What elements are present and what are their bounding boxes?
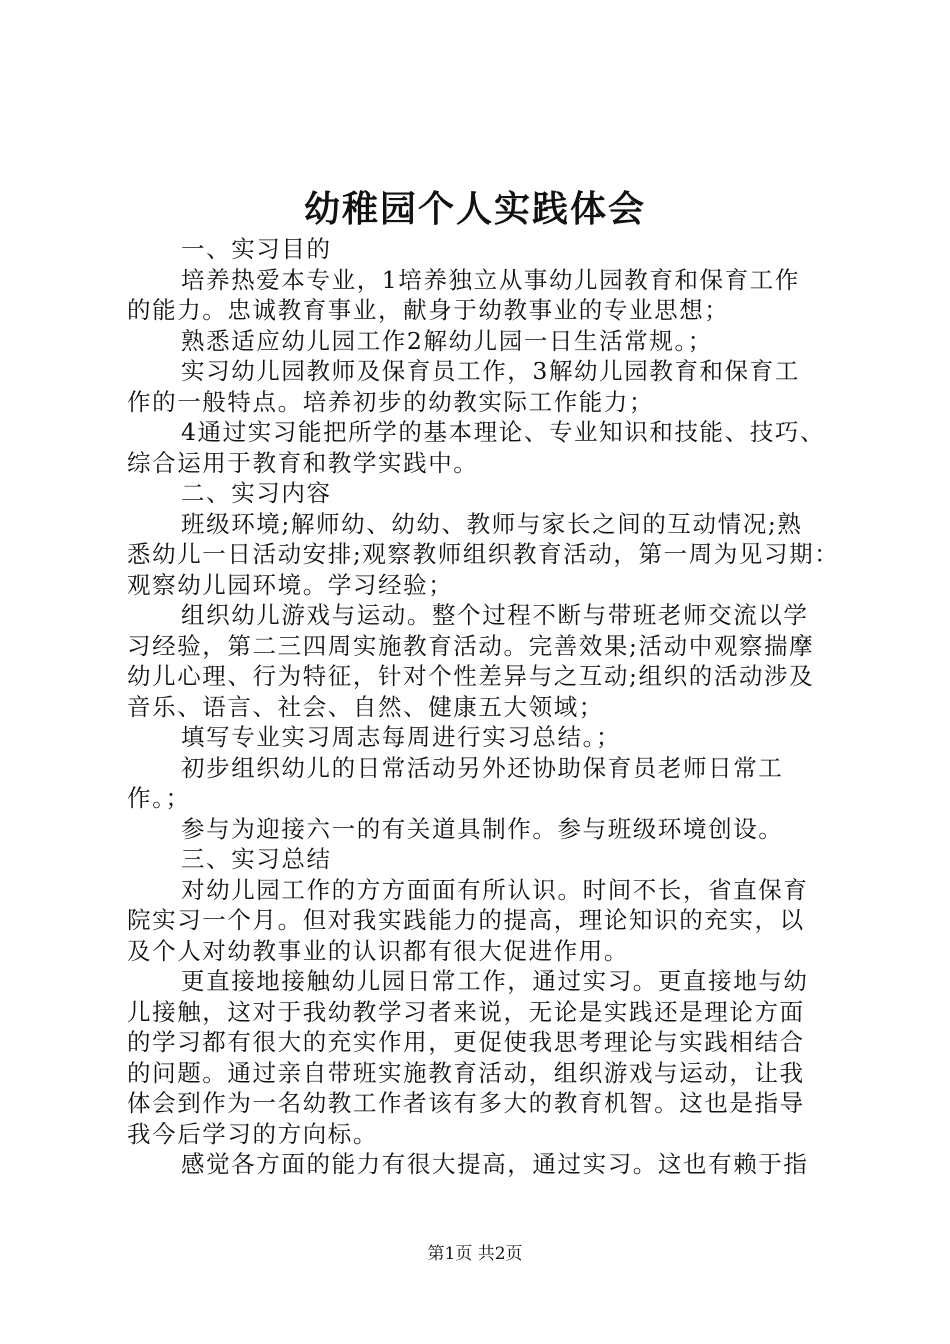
body-line: 悉幼儿一日活动安排;观察教师组织教育活动，第一周为见习期： bbox=[127, 540, 840, 568]
body-line: 熟悉适应幼儿园工作2解幼儿园一日生活常规。； bbox=[181, 326, 713, 355]
page-footer: 第1页 共2页 bbox=[427, 1244, 523, 1264]
body-line: 综合运用于教育和教学实践中。 bbox=[127, 448, 479, 477]
body-line: 院实习一个月。但对我实践能力的提高，理论知识的充实，以 bbox=[127, 906, 805, 934]
body-line: 幼儿心理、行为特征，针对个性差异与之互动;组织的活动涉及 bbox=[127, 662, 815, 690]
body-line: 的能力。忠诚教育事业，献身于幼教事业的专业思想； bbox=[127, 296, 730, 324]
body-line: 三、实习总结 bbox=[181, 845, 332, 873]
body-line: 我今后学习的方向标。 bbox=[127, 1119, 378, 1148]
document-body bbox=[127, 234, 840, 1180]
body-line: 儿接触，这对于我幼教学习者来说，无论是实践还是理论方面 bbox=[127, 997, 805, 1026]
body-line: 初步组织幼儿的日常活动另外还协助保育员老师日常工 bbox=[181, 753, 784, 782]
document-title: 幼稚园个人实践体会 bbox=[303, 188, 646, 230]
body-line: 习经验，第二三四周实施教育活动。完善效果;活动中观察揣摩 bbox=[127, 631, 815, 660]
body-line: 填写专业实习周志每周进行实习总结。； bbox=[181, 723, 622, 751]
body-line: 的问题。通过亲自带班实施教育活动，组织游戏与运动，让我 bbox=[127, 1058, 805, 1087]
body-line: 培养热爱本专业，1培养独立从事幼儿园教育和保育工作 bbox=[181, 265, 800, 294]
body-line: 一、实习目的 bbox=[181, 235, 332, 263]
body-line: 4通过实习能把所学的基本理论、专业知识和技能、技巧、 bbox=[181, 418, 826, 446]
body-line: 感觉各方面的能力有很大提高，通过实习。这也有赖于指 bbox=[181, 1150, 809, 1178]
body-line: 观察幼儿园环境。学习经验； bbox=[127, 570, 454, 599]
body-line: 更直接地接触幼儿园日常工作，通过实习。更直接地与幼 bbox=[181, 967, 809, 995]
body-line: 作。； bbox=[127, 784, 191, 812]
body-line: 实习幼儿园教师及保育员工作，3解幼儿园教育和保育工 bbox=[181, 357, 800, 385]
body-line: 及个人对幼教事业的认识都有很大促进作用。 bbox=[127, 936, 629, 965]
body-line: 作的一般特点。培养初步的幼教实际工作能力； bbox=[127, 387, 655, 416]
body-line: 组织幼儿游戏与运动。整个过程不断与带班老师交流以学 bbox=[181, 601, 809, 629]
body-line: 的学习都有很大的充实作用，更促使我思考理论与实践相结合 bbox=[127, 1028, 805, 1056]
body-line: 体会到作为一名幼教工作者该有多大的教育机智。这也是指导 bbox=[127, 1089, 805, 1117]
body-line: 参与为迎接六一的有关道具制作。参与班级环境创设。 bbox=[181, 814, 784, 843]
body-line: 对幼儿园工作的方方面面有所认识。时间不长，省直保育 bbox=[181, 875, 809, 904]
body-line: 二、实习内容 bbox=[181, 479, 332, 507]
body-line: 班级环境;解师幼、幼幼、教师与家长之间的互动情况;熟 bbox=[181, 509, 803, 538]
body-line: 音乐、语言、社会、自然、健康五大领域； bbox=[127, 692, 604, 721]
